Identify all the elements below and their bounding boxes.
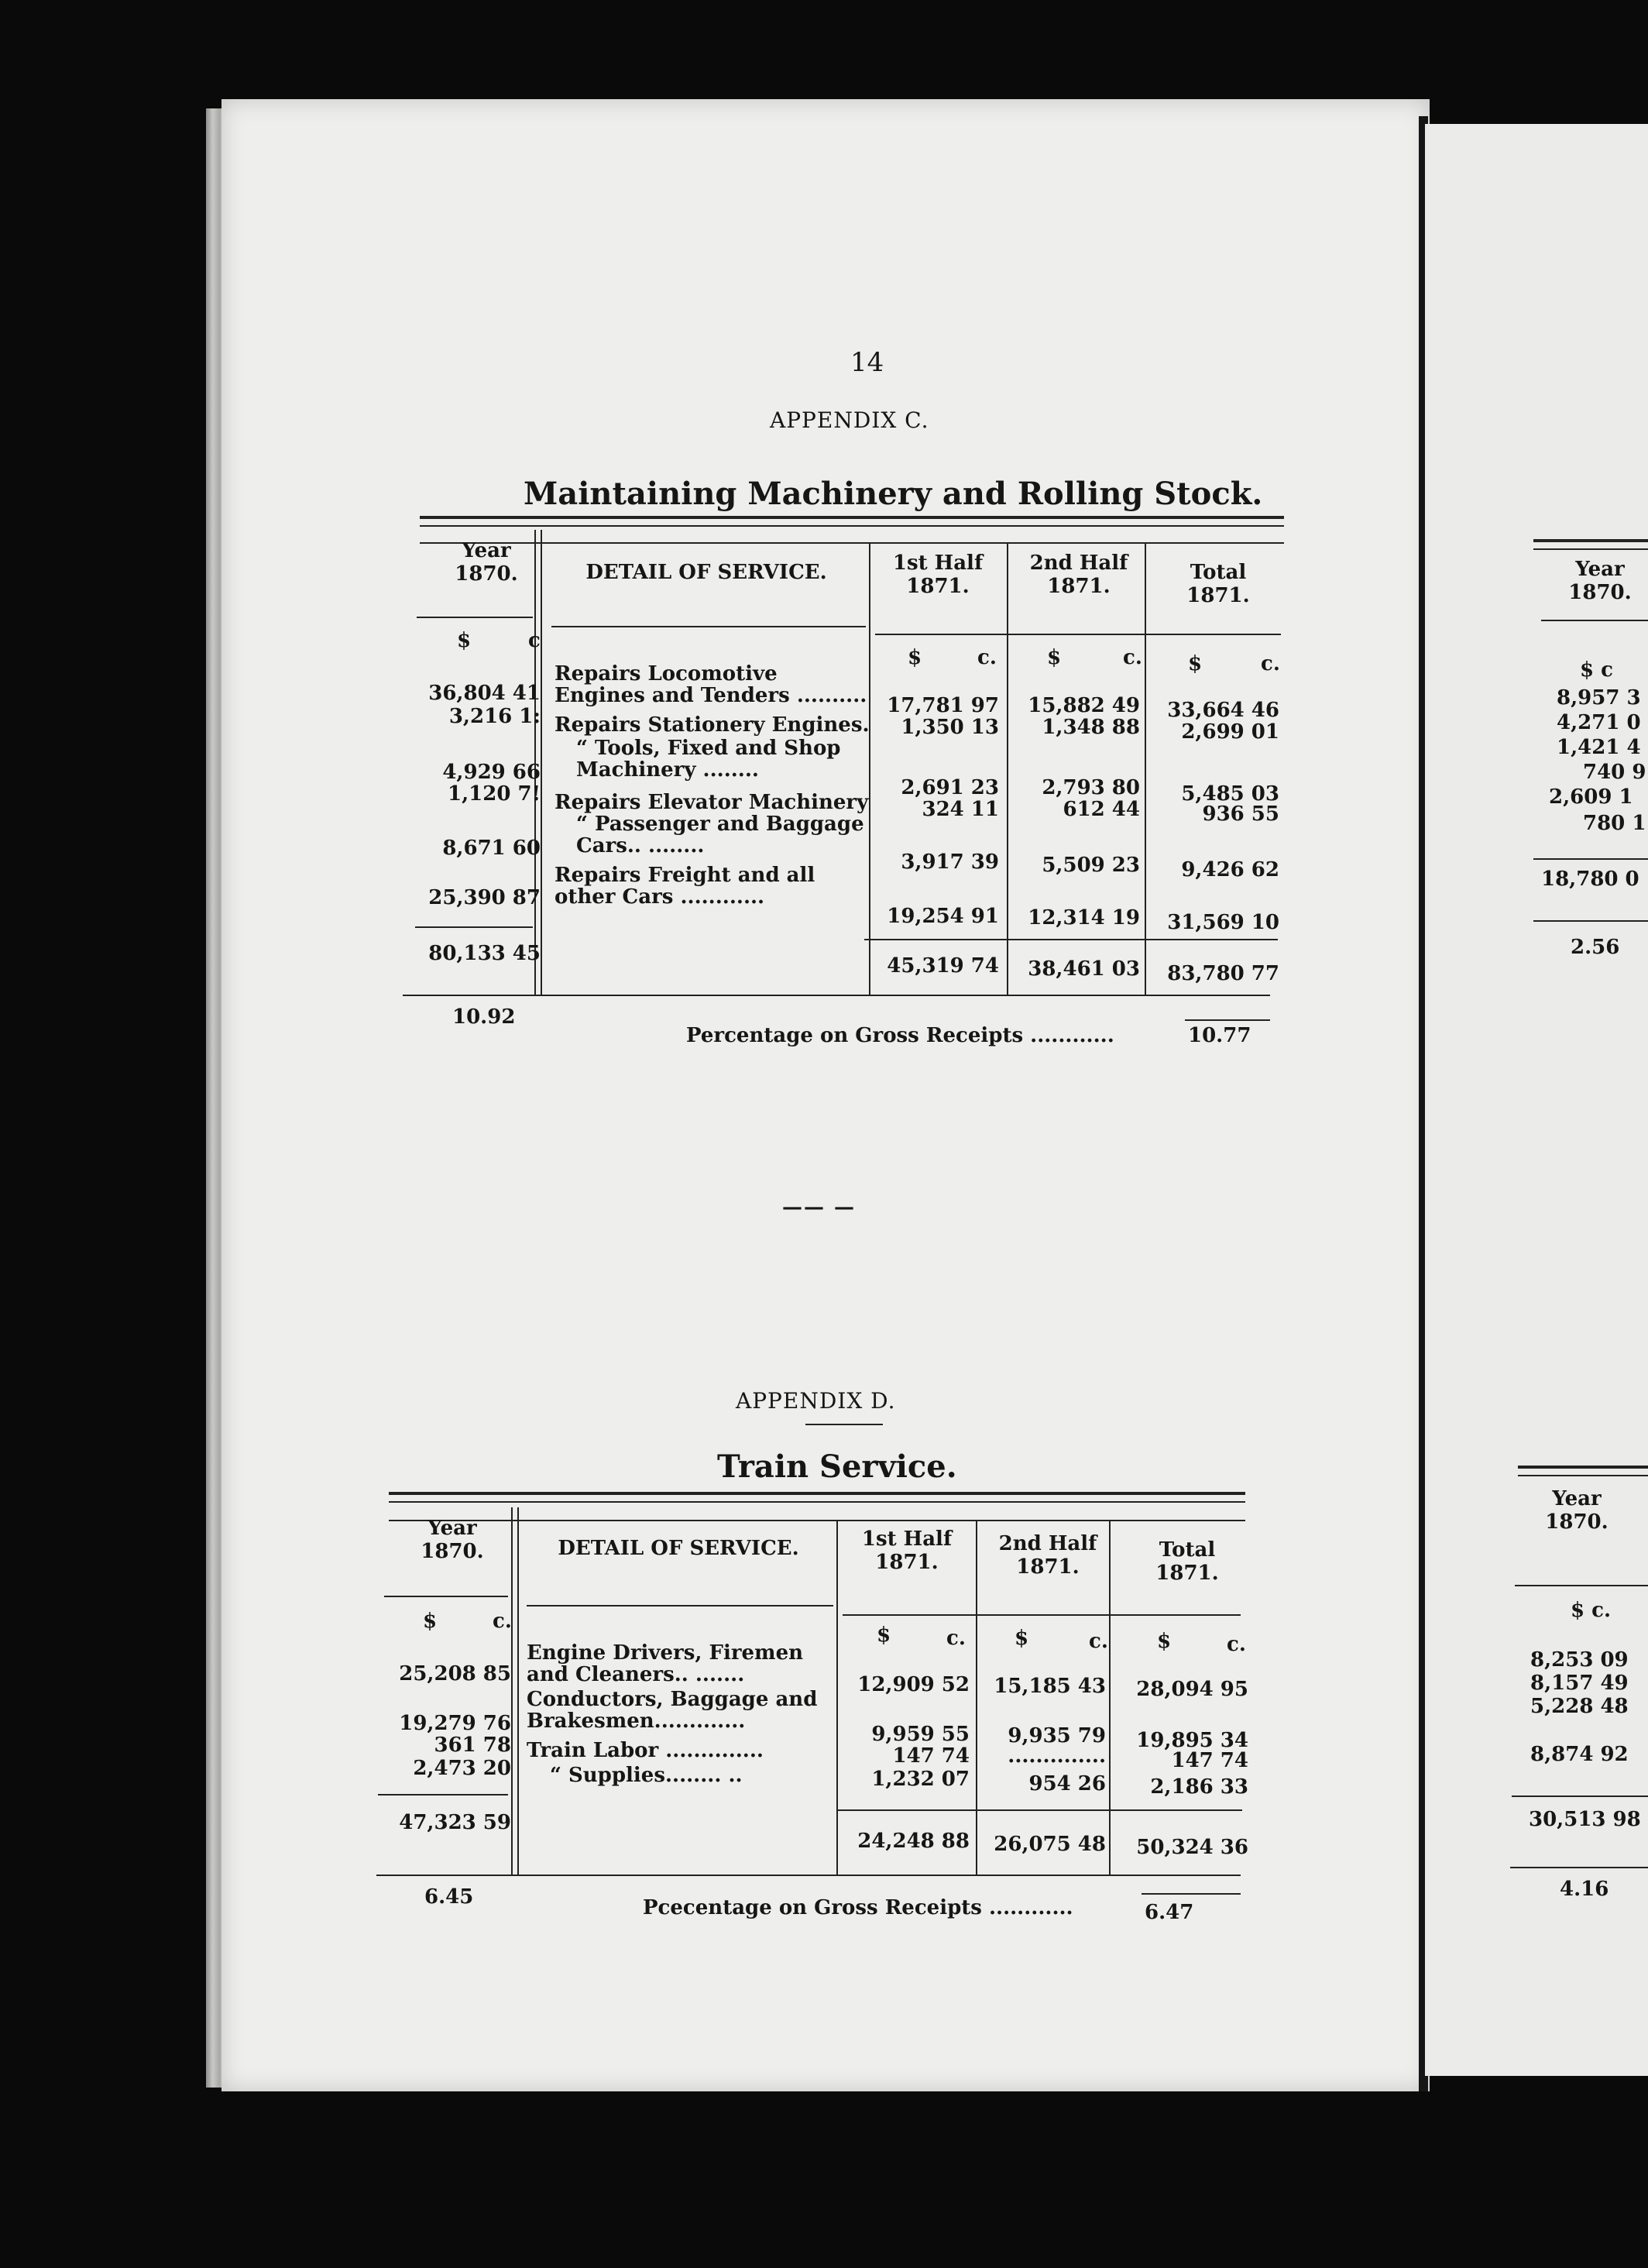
rule: [417, 617, 533, 618]
cell-1st-half: 2,691 23: [901, 776, 999, 799]
cell-year: 8,253 09: [1530, 1648, 1629, 1672]
cell-total: 2,186 33: [1150, 1775, 1248, 1799]
rule: [403, 995, 1270, 996]
cell-year: 8,157 49: [1530, 1672, 1629, 1695]
rule: [384, 1596, 508, 1597]
cell-year: 19,279 76: [399, 1712, 511, 1735]
cell-2nd-half: 15,185 43: [994, 1675, 1106, 1698]
cell-2nd-half: 12,314 19: [1028, 906, 1140, 930]
cell-year: 1,421 4: [1557, 736, 1641, 759]
cell-2nd-half: ..............: [1008, 1744, 1106, 1768]
rule: [864, 939, 1278, 940]
rule: [1515, 1585, 1648, 1586]
cell-detail: Train Labor ..............: [527, 1739, 764, 1762]
col-header-2nd-half: 2nd Half 1871.: [1029, 552, 1128, 598]
total-year: 80,133 45: [428, 942, 541, 965]
unit-cent: c.: [1089, 1630, 1108, 1653]
col-header-year: Year 1870.: [421, 1517, 484, 1563]
unit-cent: c.: [493, 1610, 512, 1633]
cell-year: 4,929 66: [442, 761, 541, 784]
unit-dollar: $: [457, 629, 472, 652]
col-header-detail: DETAIL OF SERVICE.: [585, 561, 827, 584]
cell-1st-half: 9,959 55: [871, 1723, 970, 1746]
rule: [415, 926, 533, 928]
cell-2nd-half: 9,935 79: [1008, 1724, 1106, 1747]
total-2nd-half: 38,461 03: [1028, 957, 1140, 981]
cell-1st-half: 17,781 97: [887, 694, 999, 717]
cell-year: 25,208 85: [399, 1662, 511, 1686]
col-header-1st-half: 1st Half 1871.: [861, 1527, 953, 1574]
pct-1871: 10.77: [1188, 1024, 1251, 1047]
cell-total: 5,485 03: [1181, 782, 1279, 806]
unit-cent: c.: [1261, 652, 1280, 675]
unit-cent: c.: [977, 646, 997, 669]
rule: [1541, 620, 1648, 621]
cell-1st-half: 19,254 91: [887, 905, 999, 928]
rule: [420, 516, 1284, 519]
rule: [376, 1875, 1241, 1876]
cell-detail: “ Passenger and Baggage Cars.. ........: [576, 813, 864, 857]
total-1st-half: 24,248 88: [857, 1830, 970, 1853]
unit-cent: c.: [946, 1627, 966, 1650]
total-total: 83,780 77: [1167, 962, 1279, 985]
total-1st-half: 45,319 74: [887, 954, 999, 978]
pct-label: Percentage on Gross Receipts ............: [686, 1024, 1114, 1047]
rule: [389, 1492, 1245, 1495]
rule: [1533, 539, 1648, 542]
page-number: 14: [850, 347, 884, 378]
left-page: [221, 99, 1430, 2091]
cell-detail: Repairs Elevator Machinery: [554, 791, 869, 814]
rule: [551, 626, 866, 627]
cell-year: 8,957 3: [1557, 686, 1641, 710]
total-year: 30,513 98: [1529, 1808, 1641, 1831]
column-divider: [836, 1520, 838, 1876]
cell-detail: Repairs Freight and all other Cars ............: [554, 864, 815, 909]
cell-2nd-half: 15,882 49: [1028, 694, 1140, 717]
rule: [1518, 1466, 1648, 1469]
cell-year: 2,473 20: [413, 1757, 511, 1780]
appendix-c-label: APPENDIX C.: [770, 407, 929, 433]
rule: [1512, 1796, 1648, 1797]
rule: [1533, 920, 1648, 922]
column-divider: [511, 1507, 519, 1876]
unit-label: $ c.: [1571, 1599, 1612, 1622]
rule: [1185, 1019, 1270, 1021]
cell-total: 2,699 01: [1181, 720, 1279, 744]
cell-year: 2,609 1: [1549, 785, 1633, 809]
cell-total: 31,569 10: [1167, 911, 1279, 934]
unit-dollar: $: [423, 1610, 438, 1633]
cell-detail: Conductors, Baggage and Brakesmen.............: [527, 1688, 818, 1733]
unit-cent: c.: [1123, 646, 1142, 669]
rule: [527, 1605, 833, 1606]
col-header-year: Year 1870.: [1568, 558, 1632, 604]
cell-total: 147 74: [1171, 1749, 1248, 1772]
cell-total: 28,094 95: [1136, 1678, 1248, 1701]
cell-detail: “ Supplies........ ..: [550, 1764, 743, 1787]
column-divider: [1007, 542, 1008, 995]
col-header-detail: DETAIL OF SERVICE.: [558, 1537, 799, 1560]
cell-2nd-half: 2,793 80: [1042, 776, 1140, 799]
rule: [836, 1809, 1242, 1811]
rule: [1142, 1893, 1241, 1895]
rule: [378, 1794, 508, 1796]
cell-2nd-half: 5,509 23: [1042, 854, 1140, 877]
cell-year: 36,804 41: [428, 682, 541, 705]
cell-detail: “ Tools, Fixed and Shop Machinery ........: [576, 737, 841, 782]
cell-year: 8,874 92: [1530, 1743, 1629, 1766]
col-header-total: Total 1871.: [1186, 561, 1250, 607]
cell-year: 5,228 48: [1530, 1695, 1629, 1718]
cell-1st-half: 324 11: [922, 798, 999, 821]
col-header-total: Total 1871.: [1155, 1538, 1219, 1585]
pct-label: Pcecentage on Gross Receipts ............: [643, 1896, 1073, 1919]
col-header-year: Year 1870.: [455, 539, 518, 586]
rule: [389, 1501, 1245, 1503]
cell-detail: Repairs Stationery Engines.: [554, 713, 870, 737]
cell-1st-half: 1,350 13: [901, 716, 999, 739]
unit-dollar: $: [908, 646, 922, 669]
unit-cent: c: [528, 629, 541, 652]
unit-dollar: $: [1157, 1630, 1172, 1653]
column-divider: [1145, 542, 1146, 995]
unit-dollar: $: [1047, 646, 1062, 669]
total-total: 50,324 36: [1136, 1836, 1248, 1859]
cell-total: 33,664 46: [1167, 699, 1279, 722]
total-year: 18,780 0: [1541, 868, 1639, 891]
cell-year: 25,390 87: [428, 886, 541, 909]
pct-1870: 10.92: [452, 1005, 516, 1029]
rule: [805, 1424, 883, 1425]
cell-1st-half: 1,232 07: [871, 1768, 970, 1791]
section-separator: —— —: [782, 1196, 857, 1219]
unit-dollar: $: [1188, 652, 1203, 675]
appendix-c-title: Maintaining Machinery and Rolling Stock.: [524, 476, 1263, 512]
appendix-d-title: Train Service.: [717, 1448, 957, 1485]
cell-total: 936 55: [1202, 802, 1279, 826]
rule: [1510, 1867, 1648, 1868]
cell-detail: Repairs Locomotive Engines and Tenders ..........: [554, 662, 867, 707]
cell-1st-half: 3,917 39: [901, 850, 999, 874]
cell-2nd-half: 612 44: [1063, 798, 1140, 821]
pct-1870: 4.16: [1560, 1878, 1609, 1901]
col-header-1st-half: 1st Half 1871.: [892, 552, 984, 598]
rule: [420, 542, 1284, 544]
unit-dollar: $: [1015, 1627, 1029, 1650]
cell-year: 4,271 0: [1557, 711, 1641, 734]
cell-year: 780 1: [1583, 812, 1646, 835]
cell-year: 3,216 1:: [448, 705, 541, 728]
col-header-year: Year 1870.: [1545, 1487, 1609, 1534]
cell-2nd-half: 954 26: [1028, 1772, 1106, 1796]
unit-cent: c.: [1227, 1633, 1246, 1656]
cell-year: 1,120 7!: [448, 782, 541, 806]
cell-year: 361 78: [434, 1734, 511, 1757]
column-divider: [976, 1520, 977, 1876]
cell-detail: Engine Drivers, Firemen and Cleaners.. .......: [527, 1641, 804, 1686]
rule: [1518, 1475, 1648, 1476]
cell-1st-half: 12,909 52: [857, 1673, 970, 1696]
total-year: 47,323 59: [399, 1811, 511, 1834]
col-header-2nd-half: 2nd Half 1871.: [998, 1532, 1097, 1579]
cell-2nd-half: 1,348 88: [1042, 716, 1140, 739]
rule: [1533, 548, 1648, 550]
rule: [1533, 858, 1648, 860]
rule: [420, 525, 1284, 527]
appendix-d-label: APPENDIX D.: [736, 1388, 896, 1414]
rule: [843, 1614, 1241, 1616]
pct-1870: 2.56: [1571, 936, 1620, 959]
cell-1st-half: 147 74: [892, 1744, 970, 1768]
cell-year: 8,671 60: [442, 837, 541, 860]
unit-dollar: $: [877, 1624, 891, 1647]
right-page: [1425, 124, 1648, 2076]
cell-total: 9,426 62: [1181, 858, 1279, 881]
column-divider: [1109, 1520, 1111, 1876]
total-2nd-half: 26,075 48: [994, 1833, 1106, 1856]
pct-1870: 6.45: [424, 1885, 474, 1909]
unit-label: $ c: [1580, 658, 1613, 682]
pct-1871: 6.47: [1145, 1901, 1194, 1924]
rule: [875, 634, 1281, 635]
cell-total: 19,895 34: [1136, 1729, 1248, 1752]
cell-year: 740 9: [1583, 761, 1646, 784]
